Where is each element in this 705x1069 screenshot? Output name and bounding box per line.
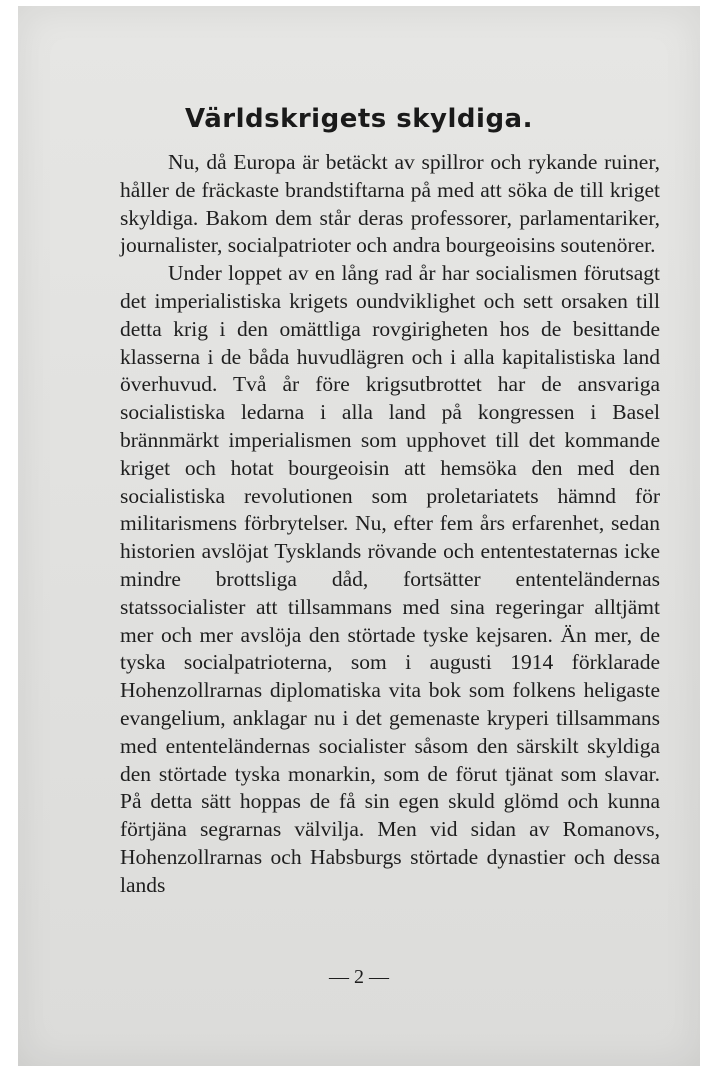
paragraph: Nu, då Europa är betäckt av spillror och rykande ruiner, håller de fräckaste brandstiftarna på med att söka de till kriget skyldiga. Bakom dem står deras professorer, parlamentariker, journalister, socialpatrioter och andra bourgeoisins soutenörer.	[120, 150, 660, 258]
page-number: — 2 —	[329, 966, 389, 988]
body-text	[120, 149, 660, 900]
paragraph: Under loppet av en lång rad år har socialismen förutsagt det imperialistiska krigets oundviklighet och sett orsaken till detta krig i den omättliga rovgirigheten hos de besittande klasserna i de båda huvudlägren och i alla kapitalistiska land överhuvud. Två år före krigsutbrottet har de ansvariga socialistiska ledarna i alla land på kongressen i Basel brännmärkt imperialismen som upphovet till det kommande kriget och hotat bourgeoisin att hemsöka den med den socialistiska revolutionen som proletariatets hämnd för militarismens förbrytelser. Nu, efter fem års erfarenhet, sedan historien avslöjat Tysklands rövande och ententestaternas icke mindre brottsliga dåd, fortsätter ententeländernas statssocialister att tillsammans med sina regeringar alltjämt mer och mer avslöja den störtade tyske kejsaren. Än mer, de tyska socialpatrioterna, som i augusti 1914 förklarade Hohenzollrarnas diplomatiska vita bok som folkens heligaste evangelium, anklagar nu i det gemenaste kryperi tillsammans med ententeländernas socialister såsom den särskilt skyldiga den störtade tyska monarkin, som de förut tjänat som slavar. På detta sätt hoppas de få sin egen skuld glömd och kunna förtjäna segrarnas välvilja. Men vid sidan av Romanovs, Hohenzollrarnas och Habsburgs störtade dynastier och dessa lands	[120, 261, 660, 897]
document-title: Världskrigets skyldiga.	[185, 104, 533, 134]
document-page	[18, 6, 700, 1066]
